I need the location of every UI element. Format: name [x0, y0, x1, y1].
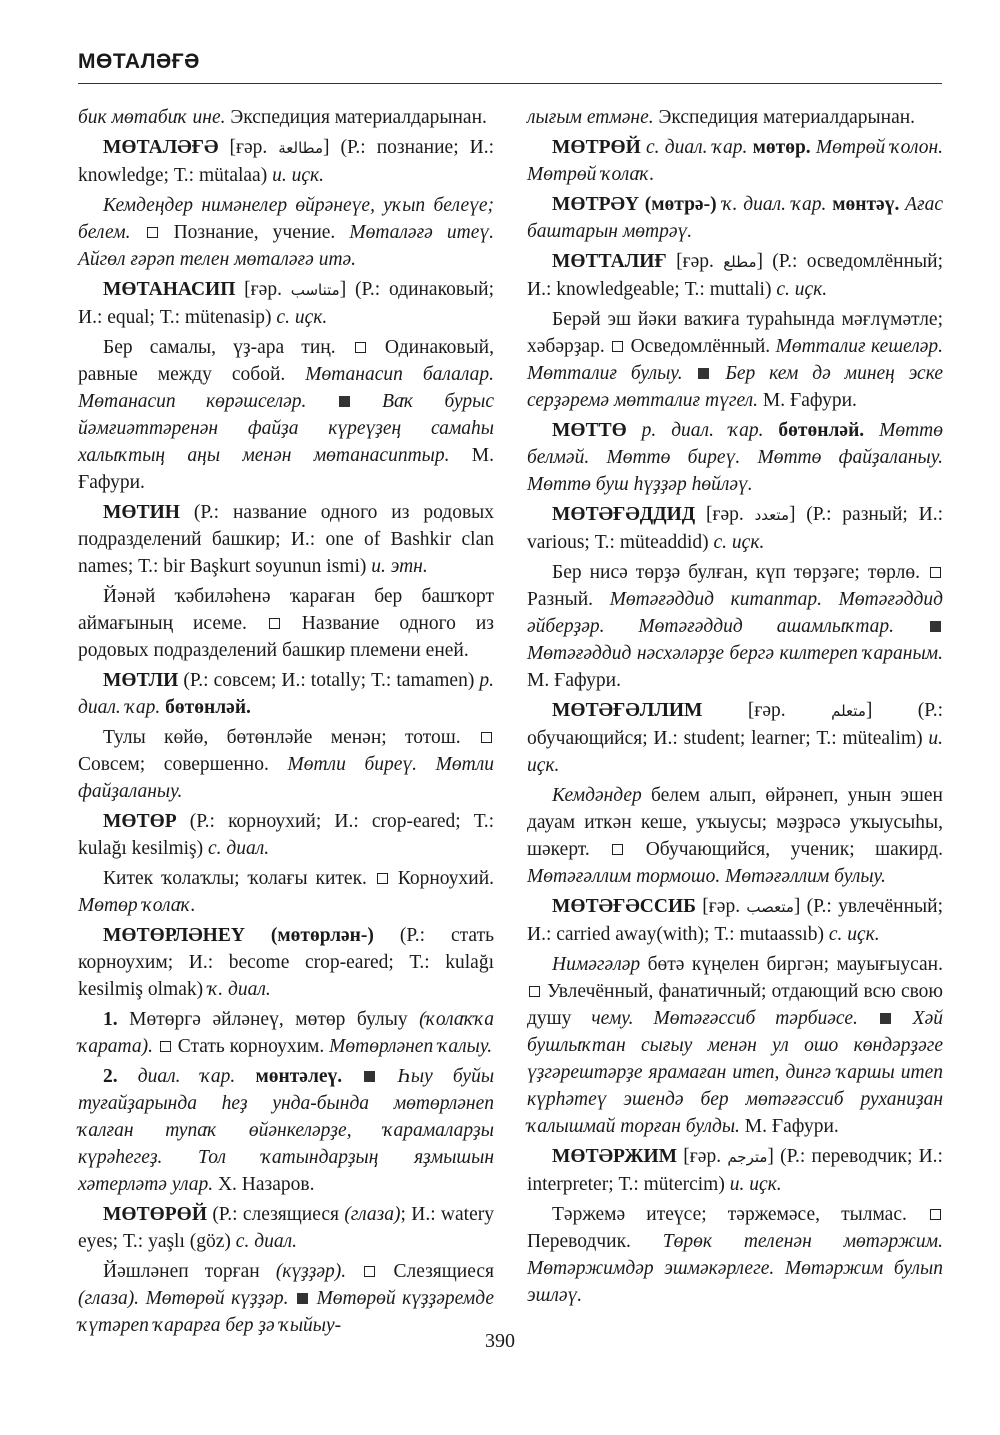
citation-marker-icon [698, 368, 709, 379]
left-column-paragraph: Китек ҡолаҡлы; ҡолағы китек. Корноухий. Мөтөр ҡолаҡ. [78, 868, 495, 916]
right-column-paragraph: МӨТӘРЖИМ [ғәр. مترجم] (Р.: переводчик; И.: interpreter; Т.: mütercim) и. иҫк. [527, 1146, 943, 1195]
left-column-paragraph: МӨТИН (Р.: название одного из родовых подразделений башкир; И.: one of Bashkir clan names; Т.: bir Başkurt soyunun ismi) и. этн. [78, 502, 494, 577]
right-column-paragraph: лығым етмәне. Экспедиция материалдарынан. [527, 107, 916, 128]
right-column-paragraph: Бер нисә төрҙә булған, күп төрҙәге; төрлө. Разный. Мөтәғәддид китаптар. Мөтәғәддид әйберҙәр. Мөтәғәддид ашамлыҡтар. Мөтәғәддид нәсхәләрҙе бергә килтереп ҡараным. М. Ғафури. [527, 562, 943, 691]
left-column-paragraph: бик мөтабиҡ ине. Экспедиция материалдарынан. [78, 107, 487, 128]
entry-headword: МӨТӨРЛӘНЕҮ (мөтөрлән-) [103, 925, 374, 946]
entry-headword: МӨТӘҒӘССИБ [552, 896, 697, 917]
left-column-paragraph: МӨТЛИ (Р.: совсем; И.: totally; Т.: tamamen) р. диал. ҡар. бөтөнләй. [78, 670, 494, 718]
translation-marker-icon [529, 986, 540, 997]
entry-headword: МӨТРӘҮ (мөтрә-) [552, 194, 717, 215]
left-column-paragraph: Тулы көйө, бөтөнләйе менән; тотош. Совсем; совершенно. Мөтли биреү. Мөтли файҙаланыу. [78, 727, 494, 802]
entry-headword: МӨТӘҒӘДДИД [552, 504, 696, 525]
citation-marker-icon [339, 396, 350, 407]
running-head: МӨТАЛӘҒӘ [78, 50, 200, 73]
right-column-paragraph: Кемдәндер белем алып, өйрәнеп, унын эшен дауам иткән кеше, уҡыусы; мәҙрәсә уҡыусыһы, шәкерт. Обучающийся, ученик; шакирд. Мөтәғәллим тормошо. Мөтәғәллим булыу. [527, 785, 943, 887]
translation-marker-icon [481, 732, 492, 743]
arabic-etymon: متناسب [290, 281, 340, 299]
citation-marker-icon [297, 1293, 308, 1304]
translation-marker-icon [160, 1041, 171, 1052]
right-column-paragraph: МӨТРӘҮ (мөтрә-) ҡ. диал. ҡар. мөнтәү. Ағас баштарын мөтрәү. [527, 194, 944, 242]
arabic-etymon: متعدد [754, 506, 789, 524]
translation-marker-icon [612, 341, 623, 352]
entry-headword: МӨТЛИ [103, 670, 179, 691]
translation-marker-icon [269, 618, 280, 629]
left-column-paragraph: МӨТӨР (Р.: корноухий; И.: crop-eared; Т.: kulağı kesilmiş) с. диал. [78, 811, 494, 859]
right-column-paragraph: Тәржемә итеүсе; тәржемәсе, тылмас. Переводчик. Төрөк теленән мөтәржим. Мөтәржимдәр эшмәкәрлеге. Мөтәржим булып эшләү. [527, 1204, 943, 1306]
entry-headword: МӨТӘҒӘЛЛИМ [552, 700, 703, 721]
left-column-paragraph: Йәшләнеп торған (күҙҙәр). Слезящиеся (глаза). Мөтөрөй күҙҙәр. Мөтөрөй күҙҙәремде ҡүтәреп ҡарарға бер ҙә ҡыйыу- [78, 1261, 495, 1336]
citation-marker-icon [930, 621, 941, 632]
right-column-paragraph: МӨТТӨ р. диал. ҡар. бөтөнләй. Мөттө белмәй. Мөттө биреү. Мөттө файҙаланыу. Мөттө буш һүҙҙәр һөйләү. [527, 420, 944, 495]
right-column-paragraph: МӨТӘҒӘССИБ [ғәр. متعصب] (Р.: увлечённый; И.: carried away(with); Т.: mutaassıb) с. иҫк. [527, 896, 943, 945]
left-column [78, 104, 494, 1342]
right-column-paragraph: МӨТӘҒӘДДИД [ғәр. متعدد] (Р.: разный; И.: various; Т.: müteaddid) с. иҫк. [527, 504, 943, 553]
left-column-paragraph: Бер самалы, үҙ-ара тиң. Одинаковый, равные между собой. Мөтанасип балалар. Мөтанасип көрәшселәр. Ваҡ бурыс йәмғиәттәренән файҙа күреүҙең самаһы халыҡтың аңы менән мөтанасиптыр. М. Ғафури. [78, 337, 494, 493]
left-column-paragraph: 2. диал. ҡар. мөнтәлеү. Һыу буйы туғайҙарында һеҙ унда-бында мөтөрләнеп ҡалған тупаҡ өйәнкеләрҙе, ҡарамаларҙы күрәһегеҙ. Тол ҡатындарҙың яҙмышын хәтерләтә улар. Х. Назаров. [78, 1066, 495, 1195]
right-column-paragraph: Нимәгәләр бөтә күңелен биргән; мауығыусан. Увлечённый, фанатичный; отдающий всю свою душу чему. Мөтәғәссиб тәрбиәсе. Хәй бушлыҡтан сығыу менән ул ошо көндәрҙәге үҙгәрештәрҙе ярамаған итеп, дингә ҡаршы итеп күрһәтеү эшендә бер мөтәғәссиб руханиҙан ҡалышмай торған булды. М. Ғафури. [527, 954, 943, 1137]
translation-marker-icon [355, 342, 366, 353]
left-column-paragraph: Йәнәй ҡәбиләһенә ҡараған бер башҡорт аймағының исеме. Название одного из родовых подразделений башкир племени еней. [78, 586, 494, 661]
right-column-paragraph: МӨТРӨЙ с. диал. ҡар. мөтөр. Мөтрөй ҡолон. Мөтрөй ҡолаҡ. [527, 137, 943, 185]
right-column [527, 104, 943, 1312]
left-column-paragraph: 1. Мөтөргә әйләнеү, мөтөр булыу (ҡолаҡҡа ҡарата). Стать корноухим. Мөтөрләнеп ҡалыу. [78, 1009, 494, 1057]
right-column-paragraph: Берәй эш йәки ваҡиға тураһында мәғлүмәтле; хәбәрҙар. Осведомлённый. Мөтталиғ кешеләр. Мөтталиғ булыу. Бер кем дә минең эске серҙәремә мөтталиғ түгел. М. Ғафури. [527, 309, 943, 411]
left-column-paragraph: МӨТАНАСИП [ғәр. متناسب] (Р.: одинаковый; И.: equal; Т.: mütenasip) с. иҫк. [78, 279, 494, 328]
arabic-etymon: متعصب [746, 898, 794, 916]
translation-marker-icon [377, 873, 388, 884]
translation-marker-icon [930, 1209, 941, 1220]
entry-headword: МӨТӘРЖИМ [552, 1146, 678, 1167]
entry-headword: МӨТАНАСИП [103, 279, 236, 300]
arabic-etymon: مترجم [727, 1148, 768, 1166]
left-column-paragraph: МӨТӨРӨЙ (Р.: слезящиеся (глаза); И.: watery eyes; Т.: yaşlı (göz) с. диал. [78, 1204, 494, 1252]
entry-headword: МӨТТӨ [552, 420, 627, 441]
arabic-etymon: مطالعة [278, 139, 323, 157]
right-column-paragraph: МӨТТАЛИҒ [ғәр. مطلع] (Р.: осведомлённый; И.: knowledgeable; Т.: muttali) с. иҫк. [527, 251, 943, 300]
right-column-paragraph: МӨТӘҒӘЛЛИМ [ғәр. متعلم] (Р.: обучающийся; И.: student; learner; Т.: mütealim) и. иҫк. [527, 700, 943, 776]
entry-headword: МӨТӨРӨЙ [103, 1204, 207, 1225]
arabic-etymon: مطلع [723, 253, 757, 271]
arabic-etymon: متعلم [831, 702, 866, 720]
left-column-paragraph: МӨТАЛӘҒӘ [ғәр. مطالعة] (Р.: познание; И.: knowledge; Т.: mütalaa) и. иҫк. [78, 137, 494, 186]
citation-marker-icon [364, 1071, 375, 1082]
translation-marker-icon [930, 567, 941, 578]
entry-headword: МӨТРӨЙ [552, 137, 641, 158]
header-rule [78, 83, 942, 84]
entry-headword: МӨТИН [103, 502, 180, 523]
entry-headword: МӨТАЛӘҒӘ [103, 137, 219, 158]
translation-marker-icon [612, 844, 623, 855]
left-column-paragraph: Кемдеңдер нимәнелер өйрәнеүе, уҡып белеүе; белем. Познание, учение. Мөталәғә итеү. Айгөл ғәрәп телен мөталәғә итә. [78, 195, 494, 270]
page-number: 390 [485, 1330, 515, 1352]
translation-marker-icon [147, 227, 158, 238]
entry-headword: МӨТТАЛИҒ [552, 251, 667, 272]
left-column-paragraph: МӨТӨРЛӘНЕҮ (мөтөрлән-) (Р.: стать корноухим; И.: become crop-eared; Т.: kulağı kesilmiş olmak) ҡ. диал. [78, 925, 494, 1000]
citation-marker-icon [880, 1013, 891, 1024]
translation-marker-icon [364, 1266, 375, 1277]
entry-headword: МӨТӨР [103, 811, 177, 832]
